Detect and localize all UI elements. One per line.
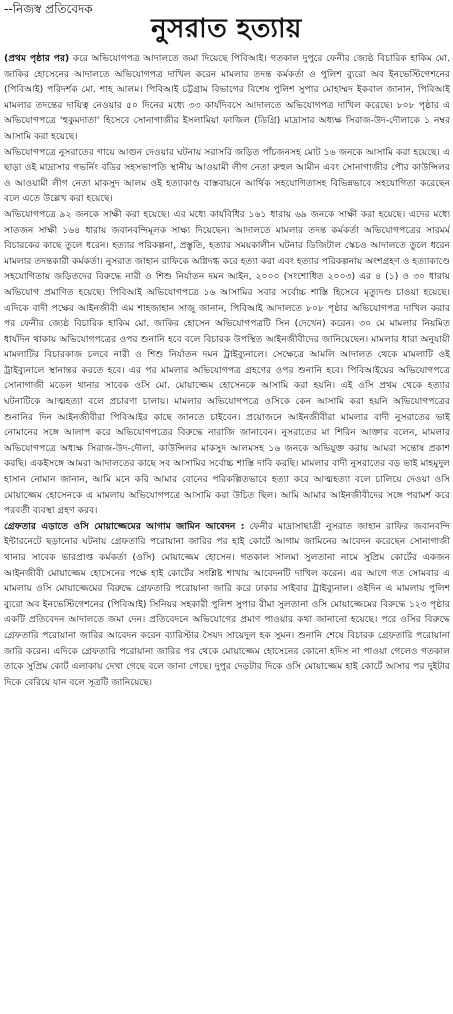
paragraph-text: অভিযোগপত্রে ৯২ জনকে সাক্ষী করা হয়েছে। এর মধ্যে কার্যবিধির ১৬১ ধারায় ৬৯ জনকে সাক্ষী করা হয়েছে। এদের মধ্যে সাতজন সাক্ষী ১৬৪ ধারায় জবানবন্দিমূলক সাক্ষ্য দিয়েছেন। আদালতে মামলার তদন্ত কর্মকর্তা অভিযোগপত্রের সারমর্ম বিচারকের কাছে তুলে ধরেন। হত্যার পরিকল্পনা, প্রস্তুতি, হত্যার সময়কালীন ঘটনার ডিজিটাল স্কেচও আদালতে তুলে ধরেন মামলার তদন্তকারী কর্মকর্তা। নুসরাত জাহান রাফিকে অগ্নিদগ্ধ করে হত্যা করা এবং হত্যার পরিকল্পনায় অংশগ্রহণ ও হত্যাকাণ্ডে সহযোগিতায় জড়িতদের বিরুদ্ধে নারী ও শিশু নির্যাতন দমন আইন, ২০০০ (সংশোধিত ২০০৩) এর ৪ (১) ও ৩০ ধারায় অভিযোগ প্রমাণিত হয়েছে। পিবিআই অভিযোগপত্রে ১৬ আসামির সবার সর্বোচ্চ শাস্তি হিসেবে মৃত্যুদণ্ড চাওয়া হয়েছে। এদিকে বাদী পক্ষের আইনজীবী এম শাহজাহান সাজু জানান, পিবিআই আদালতে ৮০৮ পৃষ্ঠার অভিযোগপত্র দাখিল করার পর ফেনীর জ্যেষ্ঠ বিচারিক হাকিম মো. জাকির হোসেন অভিযোগপত্রটি সিন (দেখেন) করেন। ৩০ মে মামলার নিয়মিত ধার্যদিন থাকায় অভিযোগপত্রের ওপর শুনানি হবে বলে বিচারক উপস্থিত আইনজীবীদের জানিয়েছেন। মামলার ধারা অনুযায়ী মামলাটির বিচারকাজ চলবে নারী ও শিশু নির্যাতন দমন ট্রাইব্যুনালে। সেক্ষেত্রে আমলি আদালত থেকে মামলাটি ওই ট্রাইব্যুনালে স্থানান্তর করতে হবে। এর পর মামলার অভিযোগপত্র গ্রহণের ওপর শুনানি হবে। পিবিআইয়ের অভিযোগপত্রে সোনাগাজী মডেল থানার সাবেক ওসি মো. মোয়াজ্জেম হোসেনকে আসামি করা হয়নি। এই ওসি প্রথম থেকে হত্যার ঘটনাটিকে আত্মহত্যা বলে প্রচারণা চালায়। মামলার অভিযোগপত্রে ওসিকে কেন আসামি করা হয়নি অভিযোগপত্রের শুনানির দিন আইনজীবীরা পিবিআইর কাছে জানতে চাইবেন। প্রয়োজনে আইনজীবীরা মামলার বাদী নুসরাতের ভাই নোমানের সঙ্গে আলাপ করে অভিযোগপত্রের বিরুদ্ধে নারাজি জানাবেন। নুসরাতের মা শিরিন আক্তার বলেন, মামলার অভিযোগপত্রে অধ্যক্ষ সিরাজ-উদ-দৌলা, কাউন্সিলর মাকসুদ আলমসহ ১৬ জনকে অভিযুক্ত করায় আমরা সন্তোষ প্রকাশ করছি। একইসঙ্গে আমরা আদালতের কাছে সব আসামির সর্বোচ্চ শাস্তি দাবি করছি। মামলার বাদী নুসরাতের বড় ভাই মাহমুদুল হাসান নোমান জানান, আমি মনে করি আমার বোনের পরিকল্পিতভাবে হত্যা করে আত্মহত্যা বলে চালিয়ে দেওয়া ওসি মোয়াজ্জেম হোসেনকে এ মামলায় অভিযোগপত্রে আসামি করা উচিত ছিল। আমি আমার আইনজীবীদের সঙ্গে পরামর্শ করে পরবর্তী ব্যবস্থা গ্রহণ করব। [4, 208, 450, 517]
byline: --নিজস্ব প্রতিবেদক [4, 2, 93, 16]
headline: নুসরাত হত্যায় [151, 14, 302, 44]
paragraph-text: অভিযোগপত্রে নুসরাতের গায়ে আগুন দেওয়ার ঘটনায় সরাসরি জড়িত পাঁচজনসহ মোট ১৬ জনকে আসামি করা হয়েছে। এ ছাড়া ওই মাদ্রাসার গভর্নিং বডির সহসভাপতি স্থানীয় আওয়ামী লীগ নেতা রুহুল আমীন এবং সোনাগাজীর পৌর কাউন্সিলর ও আওয়ামী লীগ নেতা মাকসুদ আলম ওই হত্যাকাণ্ড বাস্তবায়নে আর্থিক সহযোগিতাসহ বিভিন্নভাবে সহযোগিতা করেছেন বলে এতে উল্লেখ করা হয়েছে। [4, 146, 450, 205]
paragraph-text: ফেনীর মাদ্রাসাছাত্রী নুসরাত জাহান রাফির জবানবন্দি ইন্টারনেটে ছড়ানোর ঘটনায় গ্রেফতারি পরোয়ানা জারির পর হাই কোর্টে আগাম জামিনের আবেদন করেছেন সোনাগাজী থানার সাবেক ভারপ্রাপ্ত কর্মকর্তা (ওসি) মোয়াজ্জেম হোসেন। গতকাল সালমা সুলতানা নামে সুপ্রিম কোর্টের একজন আইনজীবী মোয়াজ্জেম হোসেনের পক্ষে হাই কোর্টের সংশ্লিষ্ট শাখায় আবেদনটি দাখিল করেন। এর আগে গত সোমবার এ মামলায় ওসি মোয়াজ্জেমের বিরুদ্ধে গ্রেফতারি পরোয়ানা জারি করে ঢাকার সাইবার ট্রাইব্যুনাল। ওইদিন এ মামলায় পুলিশ ব্যুরো অব ইনভেস্টিগেশনের (পিবিআই) সিনিয়র সহকারী পুলিশ সুপার রীমা সুলতানা ওসি মোয়াজ্জেমের বিরুদ্ধে ১২৩ পৃষ্ঠার একটি প্রতিবেদন আদালতে জমা দেন। প্রতিবেদনে অভিযোগের প্রমাণ পাওয়ার কথা জানানো হয়েছে। পরে ওসির বিরুদ্ধে গ্রেফতারি পরোয়ানা জারির আবেদন করেন ব্যারিস্টার সৈয়দ সায়েদুল হক সুমন। শুনানি শেষে বিচারক গ্রেফতারি পরোয়ানা জারি করেন। এদিকে গ্রেফতারি পরোয়ানা জারির পর থেকে মোয়াজ্জেম হোসেনের কোনো হদিস না পাওয়া গেলেও গতকাল তাকে সুপ্রিম কোর্ট এলাকায় দেখা গেছে বলে জানা গেছে। দুপুর দেড়টার দিকে ওসি মোয়াজ্জেম হাই কোর্টে আসার পর দুইটার দিকে বেরিয়ে যান বলে সূত্রটি জানিয়েছে। [4, 520, 450, 688]
continuation-marker: (প্রথম পৃষ্ঠার পর) [4, 53, 70, 64]
paragraph [4, 145, 450, 207]
article-body [4, 51, 450, 1012]
subheading: গ্রেফতার এড়াতে ওসি মোয়াজ্জেমের আগাম জামিন আবেদন : [4, 520, 245, 532]
paragraph [4, 519, 450, 691]
paragraph [4, 51, 450, 145]
paragraph [4, 207, 450, 519]
paragraph-text: করে অভিযোগপত্র আদালতে জমা দিয়েছে পিবিআই। গতকাল দুপুরে ফেনীর জ্যেষ্ঠ বিচারিক হাকিম মো. জাকির হোসেনের আদালতে অভিযোগপত্র দাখিল করেন মামলার তদন্ত কর্মকর্তা ও পুলিশ ব্যুরো অব ইনভেস্টিগেশনের (পিবিআই) পরিদর্শক মো. শাহ আলম। পিবিআই চট্টগ্রাম বিভাগের বিশেষ পুলিশ সুপার মোহাম্মদ ইকবাল জানান, পিবিআই মামলার তদন্তের দায়িত্ব নেওয়ার ৫০ দিনের মধ্যে ৩৩ কার্যদিবসে আদালতে অভিযোগপত্র দাখিল করেছে। ৮০৮ পৃষ্ঠার এ অভিযোগপত্রে 'হুকুমদাতা' হিসেবে সোনাগাজীর ইসলামিয়া ফাজিল (ডিগ্রি) মাদ্রাসার অধ্যক্ষ সিরাজ-উদ-দৌলাকে ১ নম্বর আসামি করা হয়েছে। [4, 53, 450, 142]
